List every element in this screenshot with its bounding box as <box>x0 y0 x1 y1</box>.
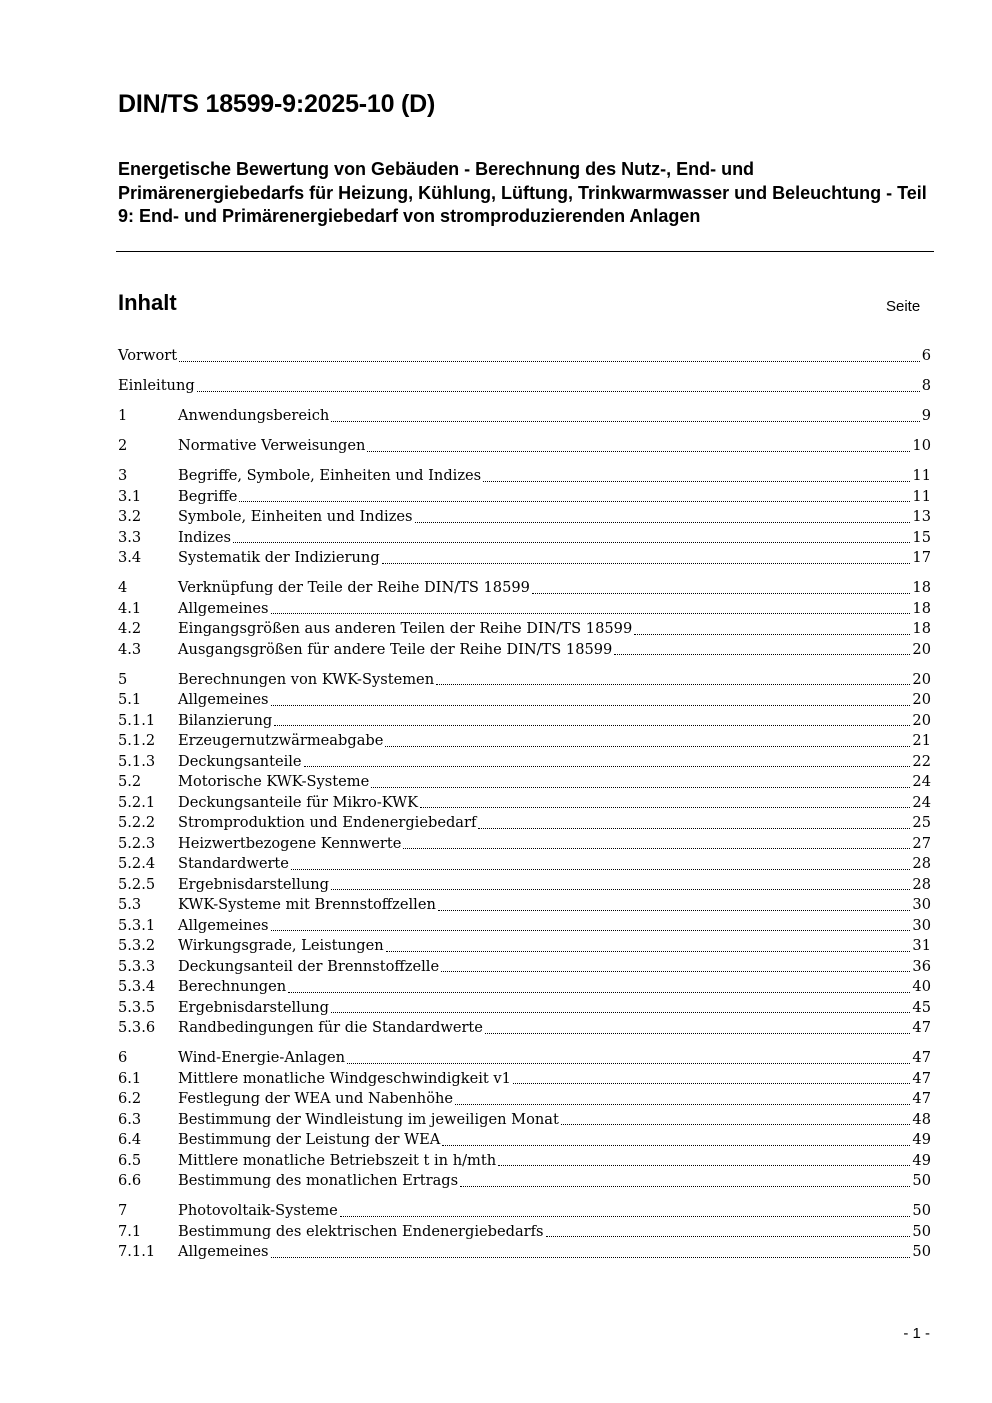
toc-entry[interactable] <box>118 834 931 855</box>
toc-group <box>118 670 931 1039</box>
toc-entry-number: 3.1 <box>118 487 142 505</box>
toc-entry-label: Begriffe, Symbole, Einheiten und Indizes <box>178 467 482 484</box>
toc-entry[interactable] <box>118 1130 931 1151</box>
toc-entry-label: Einleitung <box>118 377 195 394</box>
toc-entry[interactable] <box>118 507 931 528</box>
toc-entry[interactable] <box>118 793 931 814</box>
toc-entry-page: 25 <box>912 814 931 831</box>
toc-entry-number: 3 <box>118 467 128 484</box>
toc-entry-number: 4.3 <box>118 640 142 658</box>
toc-entry-label: Systematik der Indizierung <box>178 549 380 566</box>
toc-entry-label: Deckungsanteil der Brennstoffzelle <box>178 957 440 975</box>
toc-entry-label: Randbedingungen für die Standardwerte <box>178 1019 483 1036</box>
toc-entry-label: KWK-Systeme mit Brennstoffzellen <box>178 896 436 913</box>
toc-entry-label: Heizwertbezogene Kennwerte <box>178 834 402 852</box>
toc-group <box>118 466 931 569</box>
toc-dot-leader <box>460 1171 910 1192</box>
toc-entry-label: Allgemeines <box>178 1243 269 1260</box>
toc-dot-leader <box>561 1110 911 1131</box>
toc-entry-page: 30 <box>912 916 931 934</box>
toc-entry[interactable] <box>118 916 931 937</box>
toc-entry-label: Berechnungen <box>178 978 287 995</box>
toc-entry-page: 50 <box>912 1222 931 1240</box>
toc-entry-page: 49 <box>912 1131 931 1148</box>
toc-entry-page: 17 <box>912 549 931 566</box>
toc-entry-number: 5.3.1 <box>118 916 156 934</box>
toc-entry-label: Bestimmung der Windleistung im jeweiligen Monat <box>178 1110 559 1128</box>
toc-dot-leader <box>291 854 910 875</box>
toc-dot-leader <box>331 406 919 427</box>
toc-entry-number: 6.3 <box>118 1110 142 1128</box>
toc-entry-label: Standardwerte <box>178 855 289 872</box>
toc-entry-label: Festlegung der WEA und Nabenhöhe <box>178 1090 454 1107</box>
toc-entry-label: Vorwort <box>118 347 178 364</box>
toc-entry[interactable] <box>118 376 931 397</box>
toc-dot-leader <box>441 957 910 978</box>
toc-entry-label: Berechnungen von KWK-Systemen <box>178 670 435 688</box>
toc-entry-page: 18 <box>912 599 931 617</box>
toc-entry-label: Begriffe <box>178 487 238 505</box>
toc-dot-leader <box>288 977 910 998</box>
toc-entry[interactable] <box>118 895 931 916</box>
toc-dot-leader <box>513 1069 910 1090</box>
toc-entry[interactable] <box>118 487 931 508</box>
toc-entry-page: 47 <box>912 1069 931 1087</box>
toc-entry-number: 4.1 <box>118 599 142 617</box>
toc-entry-number: 7 <box>118 1202 128 1219</box>
toc-entry-label: Ergebnisdarstellung <box>178 875 329 893</box>
toc-entry-page: 20 <box>912 711 931 729</box>
toc-dot-leader <box>532 578 910 599</box>
toc-entry-number: 5.3.2 <box>118 937 156 954</box>
toc-dot-leader <box>386 936 911 957</box>
toc-entry[interactable] <box>118 1222 931 1243</box>
toc-entry-number: 3.4 <box>118 549 142 566</box>
toc-entry-page: 20 <box>912 670 931 688</box>
toc-dot-leader <box>271 690 911 711</box>
toc-group <box>118 1201 931 1263</box>
toc-entry-label: Deckungsanteile für Mikro-KWK <box>178 793 419 811</box>
toc-entry-label: Mittlere monatliche Windgeschwindigkeit v1 <box>178 1069 511 1087</box>
toc-group <box>118 346 931 367</box>
toc-entry-number: 2 <box>118 437 128 454</box>
toc-dot-leader <box>546 1222 911 1243</box>
toc-entry-label: Indizes <box>178 528 231 546</box>
toc-entry[interactable] <box>118 548 931 569</box>
toc-entry-label: Verknüpfung der Teile der Reihe DIN/TS 18599 <box>178 579 530 596</box>
toc-entry-number: 6.2 <box>118 1090 142 1107</box>
toc-entry-label: Normative Verweisungen <box>178 437 366 454</box>
toc-dot-leader <box>485 1018 910 1039</box>
toc-dot-leader <box>498 1151 910 1172</box>
toc-entry[interactable] <box>118 1089 931 1110</box>
toc-entry-label: Mittlere monatliche Betriebszeit t in h/mth <box>178 1151 497 1169</box>
toc-entry-number: 3.2 <box>118 508 142 525</box>
toc-entry-page: 48 <box>912 1110 931 1128</box>
toc-entry-label: Symbole, Einheiten und Indizes <box>178 508 413 525</box>
toc-entry-page: 50 <box>912 1202 931 1219</box>
toc-entry-page: 6 <box>921 347 931 364</box>
toc-entry-label: Allgemeines <box>178 916 269 934</box>
toc-entry-number: 6.5 <box>118 1151 142 1169</box>
toc-entry-page: 47 <box>912 1090 931 1107</box>
page-number: - 1 - <box>903 1325 930 1342</box>
toc-dot-leader <box>271 916 911 937</box>
toc-entry-label: Bestimmung des monatlichen Ertrags <box>178 1172 459 1189</box>
toc-dot-leader <box>420 793 910 814</box>
toc-entry-page: 28 <box>912 875 931 893</box>
document-title: Energetische Bewertung von Gebäuden - Berechnung des Nutz-, End- und Primärenergiebedarfs für Heizung, Kühlung, Lüftung, Trinkwarmwasser und Beleuchtung - Teil 9: End- und Primärenergiebedarf von stromproduzierenden Anlagen <box>118 159 927 226</box>
toc-dot-leader <box>271 1242 911 1263</box>
toc-group <box>118 406 931 427</box>
toc-entry-label: Bestimmung der Leistung der WEA <box>178 1131 441 1148</box>
toc-entry[interactable] <box>118 1242 931 1263</box>
toc-entry-label: Erzeugernutzwärmeabgabe <box>178 732 384 749</box>
toc-dot-leader <box>483 466 910 487</box>
toc-entry-number: 5.3.4 <box>118 978 156 995</box>
toc-entry-number: 5.2 <box>118 773 142 790</box>
toc-dot-leader <box>271 599 911 620</box>
toc-entry-label: Allgemeines <box>178 691 269 708</box>
toc-entry-page: 11 <box>912 467 931 484</box>
toc-entry-number: 5.2.2 <box>118 814 156 831</box>
toc-entry[interactable] <box>118 875 931 896</box>
toc-entry[interactable] <box>118 711 931 732</box>
toc-dot-leader <box>415 507 911 528</box>
toc-dot-leader <box>179 346 920 367</box>
toc-entry-number: 5.2.5 <box>118 875 156 893</box>
toc-entry-label: Bilanzierung <box>178 711 273 729</box>
toc-entry-page: 31 <box>912 937 931 954</box>
toc-entry-page: 20 <box>912 691 931 708</box>
toc-entry[interactable] <box>118 1171 931 1192</box>
toc-entry-label: Stromproduktion und Endenergiebedarf <box>178 814 477 831</box>
toc-dot-leader <box>403 834 910 855</box>
toc-entry-page: 47 <box>912 1019 931 1036</box>
toc-entry-page: 8 <box>921 377 931 394</box>
toc-entry-number: 6.4 <box>118 1131 142 1148</box>
title-divider <box>116 251 934 252</box>
toc-entry-page: 21 <box>912 732 931 749</box>
toc-group <box>118 436 931 457</box>
toc-dot-leader <box>614 640 910 661</box>
toc-dot-leader <box>239 487 910 508</box>
toc-entry-page: 47 <box>912 1049 931 1066</box>
toc-entry-page: 11 <box>912 487 931 505</box>
toc-entry-page: 15 <box>912 528 931 546</box>
toc-entry-number: 4.2 <box>118 620 142 637</box>
toc-dot-leader <box>331 998 910 1019</box>
table-of-contents <box>118 346 931 1272</box>
toc-dot-leader <box>233 528 910 549</box>
toc-entry[interactable] <box>118 599 931 620</box>
toc-entry-number: 5.2.4 <box>118 855 156 872</box>
toc-entry-number: 5.1.1 <box>118 711 156 729</box>
toc-entry-label: Motorische KWK-Systeme <box>178 773 370 790</box>
toc-entry[interactable] <box>118 578 931 599</box>
toc-entry-page: 28 <box>912 855 931 872</box>
toc-heading: Inhalt <box>118 290 177 315</box>
toc-dot-leader <box>347 1048 910 1069</box>
toc-entry-label: Deckungsanteile <box>178 752 302 770</box>
toc-entry-number: 6.6 <box>118 1172 142 1189</box>
toc-entry-number: 1 <box>118 407 128 424</box>
toc-entry-page: 36 <box>912 957 931 975</box>
toc-entry[interactable] <box>118 670 931 691</box>
toc-entry-page: 30 <box>912 896 931 913</box>
toc-entry-number: 7.1 <box>118 1222 142 1240</box>
toc-entry-label: Ergebnisdarstellung <box>178 998 329 1016</box>
toc-entry[interactable] <box>118 640 931 661</box>
toc-dot-leader <box>436 670 910 691</box>
toc-dot-leader <box>274 711 910 732</box>
toc-group <box>118 376 931 397</box>
toc-dot-leader <box>438 895 911 916</box>
toc-entry[interactable] <box>118 346 931 367</box>
toc-entry[interactable] <box>118 528 931 549</box>
toc-entry-label: Eingangsgrößen aus anderen Teilen der Reihe DIN/TS 18599 <box>178 620 633 637</box>
toc-entry-page: 20 <box>912 640 931 658</box>
toc-dot-leader <box>197 376 920 397</box>
toc-dot-leader <box>478 813 910 834</box>
toc-entry[interactable] <box>118 1018 931 1039</box>
toc-entry-page: 24 <box>912 793 931 811</box>
toc-entry[interactable] <box>118 772 931 793</box>
toc-group <box>118 578 931 660</box>
toc-entry-label: Allgemeines <box>178 599 269 617</box>
toc-entry-label: Anwendungsbereich <box>178 407 330 424</box>
toc-entry-number: 5.3.3 <box>118 957 156 975</box>
toc-entry-label: Ausgangsgrößen für andere Teile der Reihe DIN/TS 18599 <box>178 640 613 658</box>
toc-dot-leader <box>367 436 910 457</box>
toc-dot-leader <box>340 1201 911 1222</box>
toc-entry-number: 5.2.1 <box>118 793 156 811</box>
toc-dot-leader <box>382 548 911 569</box>
toc-entry-number: 7.1.1 <box>118 1243 156 1260</box>
toc-entry[interactable] <box>118 1151 931 1172</box>
toc-entry-number: 5.1.2 <box>118 732 156 749</box>
toc-entry[interactable] <box>118 752 931 773</box>
toc-entry-number: 5.3.5 <box>118 998 156 1016</box>
toc-entry-label: Bestimmung des elektrischen Endenergiebedarfs <box>178 1222 544 1240</box>
toc-entry-number: 4 <box>118 579 128 596</box>
toc-entry[interactable] <box>118 731 931 752</box>
toc-group <box>118 1048 931 1192</box>
toc-dot-leader <box>442 1130 910 1151</box>
toc-entry[interactable] <box>118 1110 931 1131</box>
toc-entry-number: 5.1.3 <box>118 752 156 770</box>
toc-page-column-label: Seite <box>886 298 921 315</box>
toc-entry-number: 5.3.6 <box>118 1019 156 1036</box>
toc-entry[interactable] <box>118 1201 931 1222</box>
toc-entry[interactable] <box>118 1069 931 1090</box>
toc-entry-label: Wind-Energie-Anlagen <box>178 1049 346 1066</box>
toc-dot-leader <box>304 752 911 773</box>
toc-entry-page: 9 <box>921 407 931 424</box>
toc-entry[interactable] <box>118 957 931 978</box>
toc-entry-page: 50 <box>912 1172 931 1189</box>
toc-entry[interactable] <box>118 466 931 487</box>
toc-entry-label: Photovoltaik-Systeme <box>178 1202 338 1219</box>
toc-entry-number: 5.2.3 <box>118 834 156 852</box>
toc-entry-number: 5.3 <box>118 896 142 913</box>
toc-entry-number: 3.3 <box>118 528 142 546</box>
toc-dot-leader <box>634 619 910 640</box>
toc-dot-leader <box>385 731 910 752</box>
toc-entry-page: 18 <box>912 579 931 596</box>
toc-entry[interactable] <box>118 998 931 1019</box>
toc-entry-number: 5 <box>118 670 128 688</box>
toc-entry[interactable] <box>118 406 931 427</box>
toc-entry-page: 27 <box>912 834 931 852</box>
toc-entry-label: Wirkungsgrade, Leistungen <box>178 937 384 954</box>
toc-entry[interactable] <box>118 813 931 834</box>
toc-entry-number: 6.1 <box>118 1069 142 1087</box>
toc-entry-page: 10 <box>912 437 931 454</box>
toc-entry[interactable] <box>118 436 931 457</box>
toc-entry-number: 5.1 <box>118 691 142 708</box>
toc-entry-page: 13 <box>912 508 931 525</box>
toc-entry-page: 18 <box>912 620 931 637</box>
toc-entry-page: 45 <box>912 998 931 1016</box>
toc-entry-page: 50 <box>912 1243 931 1260</box>
toc-dot-leader <box>331 875 910 896</box>
toc-entry[interactable] <box>118 977 931 998</box>
toc-entry-page: 24 <box>912 773 931 790</box>
toc-dot-leader <box>371 772 910 793</box>
document-id: DIN/TS 18599-9:2025-10 (D) <box>118 90 436 118</box>
toc-entry[interactable] <box>118 690 931 711</box>
toc-entry[interactable] <box>118 854 931 875</box>
toc-entry[interactable] <box>118 619 931 640</box>
toc-entry-number: 6 <box>118 1049 128 1066</box>
toc-entry[interactable] <box>118 1048 931 1069</box>
toc-entry-page: 49 <box>912 1151 931 1169</box>
toc-dot-leader <box>455 1089 910 1110</box>
toc-entry-page: 22 <box>912 752 931 770</box>
toc-entry-page: 40 <box>912 978 931 995</box>
toc-entry[interactable] <box>118 936 931 957</box>
